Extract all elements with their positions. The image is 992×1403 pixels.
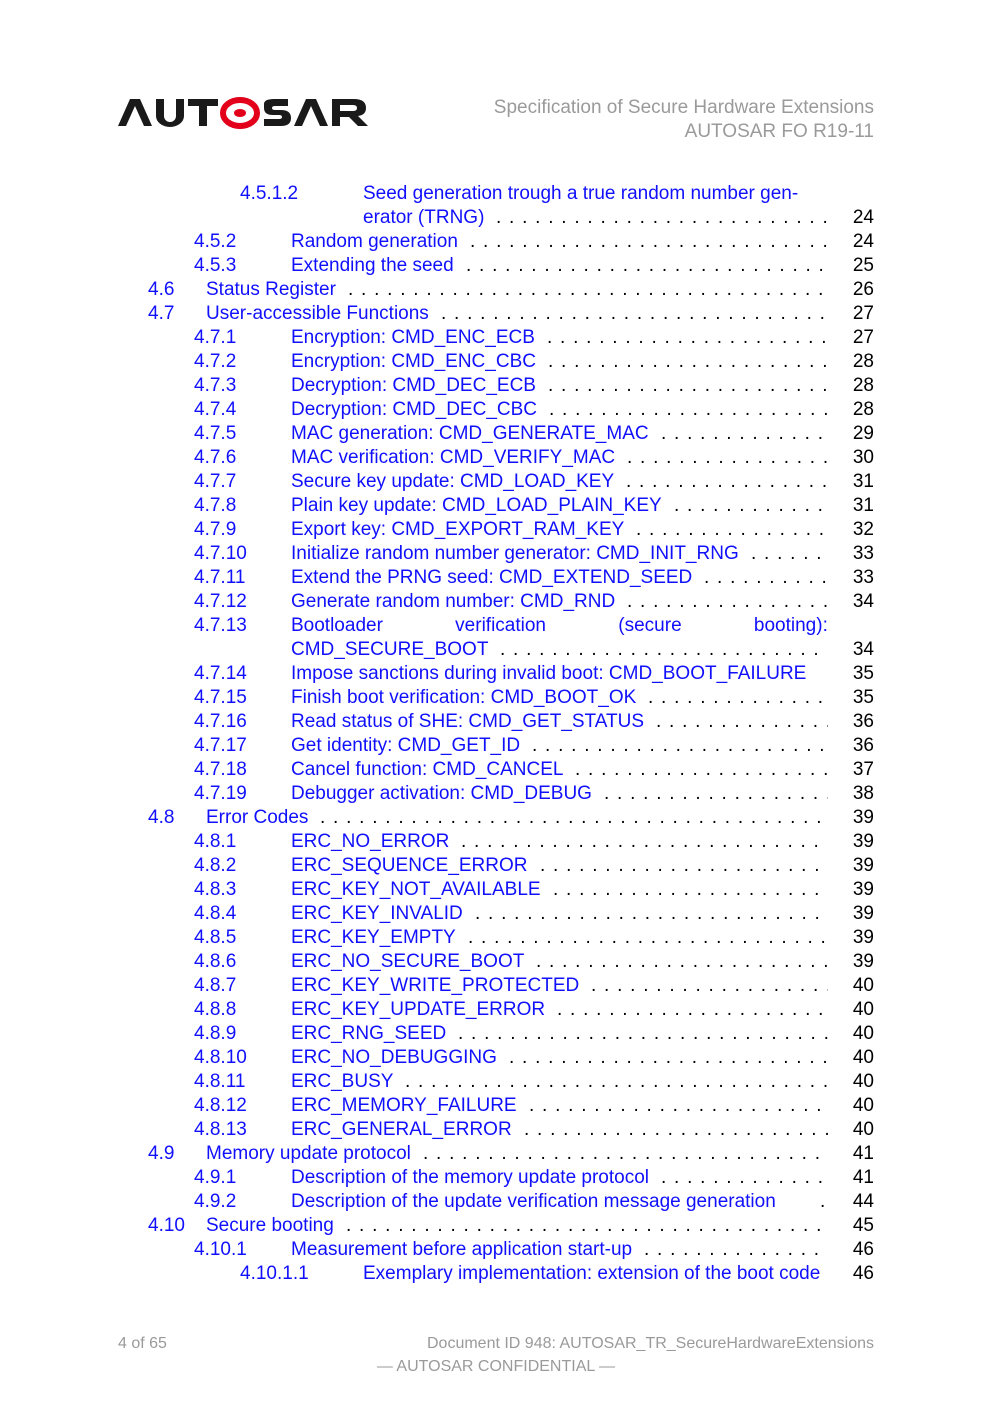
- toc-leader-dots: [320, 806, 828, 830]
- toc-entry-title[interactable]: Encryption: CMD_ENC_CBC: [291, 351, 536, 372]
- toc-entry-title[interactable]: Debugger activation: CMD_DEBUG: [291, 783, 592, 804]
- toc-entry-page[interactable]: 39: [852, 903, 874, 924]
- toc-entry-number[interactable]: 4.7.11: [194, 567, 246, 588]
- toc-entry[interactable]: [0, 350, 992, 374]
- toc-leader-dots: [470, 230, 828, 254]
- toc-entry-number[interactable]: 4.10: [148, 1215, 185, 1236]
- toc-entry[interactable]: [0, 1094, 992, 1118]
- toc-entry-page[interactable]: 29: [852, 423, 874, 444]
- toc-entry-number[interactable]: 4.7.9: [194, 519, 237, 540]
- toc-entry-page[interactable]: 24: [852, 231, 874, 252]
- toc-entry-page[interactable]: 41: [852, 1167, 874, 1188]
- toc-entry-title[interactable]: ERC_NO_DEBUGGING: [291, 1047, 497, 1068]
- toc-leader-dots: [661, 422, 828, 446]
- toc-leader-dots: [346, 1214, 828, 1238]
- toc-entry-number[interactable]: 4.8: [148, 807, 175, 828]
- toc-entry-number[interactable]: 4.7.19: [194, 783, 247, 804]
- toc-entry-number[interactable]: 4.7.12: [194, 591, 247, 612]
- toc-entry-title[interactable]: Decryption: CMD_DEC_CBC: [291, 399, 538, 420]
- toc-entry-title[interactable]: ERC_KEY_WRITE_PROTECTED: [291, 975, 580, 996]
- toc-entry-title[interactable]: MAC generation: CMD_GENERATE_MAC: [291, 423, 649, 444]
- toc-leader-dots: [548, 350, 828, 374]
- toc-entry-title[interactable]: Impose sanctions during invalid boot: CMD_BOOT_FAILURE: [291, 663, 807, 684]
- toc-entry[interactable]: [0, 998, 992, 1022]
- toc-entry[interactable]: [0, 230, 992, 254]
- toc-entry-page[interactable]: 31: [852, 495, 874, 516]
- toc-entry-page[interactable]: 38: [852, 783, 874, 804]
- toc-entry-number[interactable]: 4.7.2: [194, 351, 237, 372]
- toc-leader-dots: [348, 278, 828, 302]
- toc-entry[interactable]: [0, 302, 992, 326]
- toc-entry-number[interactable]: 4.7.14: [194, 663, 247, 684]
- toc-entry-page[interactable]: 40: [852, 1047, 874, 1068]
- toc-entry-number[interactable]: 4.7.4: [194, 399, 237, 420]
- toc-leader-dots: [704, 566, 828, 590]
- toc-entry-title[interactable]: Description of the memory update protocol: [291, 1167, 650, 1188]
- toc-entry-title[interactable]: ERC_KEY_INVALID: [291, 903, 463, 924]
- toc-entry-page[interactable]: 27: [852, 327, 874, 348]
- toc-entry-number[interactable]: 4.7.16: [194, 711, 247, 732]
- toc-entry[interactable]: [0, 542, 992, 566]
- toc-entry[interactable]: [0, 1022, 992, 1046]
- toc-leader-dots: [820, 1190, 828, 1214]
- toc-entry-page[interactable]: 39: [852, 855, 874, 876]
- toc-entry-title[interactable]: Export key: CMD_EXPORT_RAM_KEY: [291, 519, 625, 540]
- toc-leader-dots: [461, 830, 828, 854]
- toc-leader-dots: [475, 902, 828, 926]
- toc-entry-number[interactable]: 4.8.4: [194, 903, 237, 924]
- toc-entry-title[interactable]: Exemplary implementation: extension of the boot code: [363, 1263, 821, 1284]
- toc-entry[interactable]: [0, 1070, 992, 1094]
- toc-leader-dots: [553, 878, 828, 902]
- toc-leader-dots: [536, 950, 828, 974]
- toc-entry-number[interactable]: 4.8.11: [194, 1071, 246, 1092]
- toc-leader-dots: [627, 446, 828, 470]
- toc-entry[interactable]: [0, 374, 992, 398]
- toc-entry-page[interactable]: 45: [852, 1215, 874, 1236]
- toc-leader-dots: [509, 1046, 828, 1070]
- toc-entry[interactable]: [0, 854, 992, 878]
- toc-entry-page[interactable]: 27: [852, 303, 874, 324]
- toc-entry-title[interactable]: Extending the seed: [291, 255, 454, 276]
- toc-entry-title[interactable]: Read status of SHE: CMD_GET_STATUS: [291, 711, 645, 732]
- toc-entry-number[interactable]: 4.8.3: [194, 879, 237, 900]
- toc-leader-dots: [644, 1238, 828, 1262]
- toc-leader-dots: [636, 518, 828, 542]
- toc-entry[interactable]: [0, 926, 992, 950]
- toc-entry-page[interactable]: 31: [852, 471, 874, 492]
- toc-leader-dots: [549, 398, 828, 422]
- toc-leader-dots: [591, 974, 828, 998]
- toc-entry-number[interactable]: 4.10.1: [194, 1239, 247, 1260]
- toc-entry[interactable]: [0, 614, 992, 662]
- toc-leader-dots: [626, 470, 828, 494]
- toc-entry[interactable]: [0, 1190, 992, 1214]
- confidential-notice: — AUTOSAR CONFIDENTIAL —: [376, 1358, 616, 1375]
- toc-entry[interactable]: [0, 518, 992, 542]
- toc-entry[interactable]: [0, 590, 992, 614]
- toc-entry-page[interactable]: 28: [852, 399, 874, 420]
- toc-leader-dots: [423, 1142, 828, 1166]
- toc-entry-number[interactable]: 4.5.1.2: [240, 183, 299, 204]
- toc-entry[interactable]: [0, 254, 992, 278]
- toc-entry[interactable]: [0, 1166, 992, 1190]
- toc-entry-number[interactable]: 4.8.12: [194, 1095, 247, 1116]
- toc-entry-title[interactable]: ERC_MEMORY_FAILURE: [291, 1095, 517, 1116]
- toc-entry-page[interactable]: 35: [852, 663, 874, 684]
- toc-entry-number[interactable]: 4.10.1.1: [240, 1263, 309, 1284]
- toc-entry-title[interactable]: Bootloader verification (secure booting):: [291, 615, 828, 636]
- toc-entry-title[interactable]: Random generation: [291, 231, 458, 252]
- toc-entry-page[interactable]: 26: [852, 279, 874, 300]
- toc-entry[interactable]: [0, 710, 992, 734]
- toc-entry-title[interactable]: ERC_KEY_NOT_AVAILABLE: [291, 879, 541, 900]
- toc-leader-dots: [466, 254, 828, 278]
- toc-entry-page[interactable]: 40: [852, 975, 874, 996]
- toc-entry-title[interactable]: Seed generation trough a true random number gen-: [363, 183, 799, 204]
- toc-entry-number[interactable]: 4.8.8: [194, 999, 237, 1020]
- toc-entry-title[interactable]: Generate random number: CMD_RND: [291, 591, 616, 612]
- toc-leader-dots: [529, 1094, 828, 1118]
- toc-entry-title[interactable]: Decryption: CMD_DEC_ECB: [291, 375, 536, 396]
- toc-entry-page[interactable]: 44: [852, 1191, 874, 1212]
- toc-entry-number[interactable]: 4.7.7: [194, 471, 237, 492]
- toc-entry-number[interactable]: 4.8.9: [194, 1023, 237, 1044]
- table-of-contents: [0, 182, 992, 1286]
- toc-leader-dots: [532, 734, 828, 758]
- toc-entry-page[interactable]: 39: [852, 807, 874, 828]
- toc-entry[interactable]: [0, 758, 992, 782]
- toc-leader-dots: [547, 326, 828, 350]
- toc-entry[interactable]: [0, 902, 992, 926]
- toc-leader-dots: [604, 782, 828, 806]
- toc-entry-page[interactable]: 24: [852, 207, 874, 228]
- toc-entry-number[interactable]: 4.7.8: [194, 495, 237, 516]
- toc-entry[interactable]: [0, 878, 992, 902]
- toc-entry-page[interactable]: 39: [852, 951, 874, 972]
- toc-leader-dots: [458, 1022, 828, 1046]
- toc-leader-dots: [656, 710, 828, 734]
- toc-entry[interactable]: [0, 422, 992, 446]
- toc-entry-title[interactable]: Get identity: CMD_GET_ID: [291, 735, 521, 756]
- toc-entry[interactable]: [0, 734, 992, 758]
- toc-entry-title[interactable]: Cancel function: CMD_CANCEL: [291, 759, 564, 780]
- toc-entry-title[interactable]: Measurement before application start-up: [291, 1239, 633, 1260]
- toc-entry-number[interactable]: 4.7.13: [194, 615, 247, 636]
- autosar-logo-icon: [118, 96, 404, 130]
- toc-entry[interactable]: [0, 398, 992, 422]
- toc-entry-page[interactable]: 33: [852, 567, 874, 588]
- toc-entry-number[interactable]: 4.7.3: [194, 375, 237, 396]
- toc-entry-page[interactable]: 35: [852, 687, 874, 708]
- toc-entry-title[interactable]: Extend the PRNG seed: CMD_EXTEND_SEED: [291, 567, 693, 588]
- toc-leader-dots: [548, 374, 828, 398]
- toc-entry-title[interactable]: Encryption: CMD_ENC_ECB: [291, 327, 535, 348]
- toc-leader-dots: [468, 926, 828, 950]
- toc-entry[interactable]: [0, 782, 992, 806]
- release-label: AUTOSAR FO R19-11: [684, 121, 874, 142]
- toc-entry-title[interactable]: User-accessible Functions: [206, 303, 429, 324]
- toc-entry-number[interactable]: 4.9.1: [194, 1167, 237, 1188]
- toc-entry-page[interactable]: 30: [852, 447, 874, 468]
- toc-entry-page[interactable]: 36: [852, 735, 874, 756]
- document-id: Document ID 948: AUTOSAR_TR_SecureHardwareExtensions: [426, 1335, 874, 1352]
- toc-entry-page[interactable]: 41: [852, 1143, 874, 1164]
- toc-leader-dots: [751, 542, 828, 566]
- toc-entry[interactable]: [0, 974, 992, 998]
- toc-entry[interactable]: [0, 326, 992, 350]
- toc-entry-number[interactable]: 4.8.5: [194, 927, 237, 948]
- toc-entry-title[interactable]: MAC verification: CMD_VERIFY_MAC: [291, 447, 616, 468]
- toc-leader-dots: [627, 590, 828, 614]
- document-title: Specification of Secure Hardware Extensions: [493, 97, 874, 118]
- toc-entry-number[interactable]: 4.8.6: [194, 951, 237, 972]
- toc-entry-page[interactable]: 28: [852, 375, 874, 396]
- toc-entry[interactable]: [0, 1262, 992, 1286]
- toc-entry-title[interactable]: Plain key update: CMD_LOAD_PLAIN_KEY: [291, 495, 662, 516]
- toc-entry-page[interactable]: 39: [852, 831, 874, 852]
- toc-entry-page[interactable]: 36: [852, 711, 874, 732]
- toc-entry-number[interactable]: 4.8.1: [194, 831, 237, 852]
- toc-leader-dots: [557, 998, 828, 1022]
- toc-entry[interactable]: [0, 278, 992, 302]
- toc-entry-title[interactable]: ERC_KEY_EMPTY: [291, 927, 456, 948]
- toc-entry-title-continued[interactable]: erator (TRNG): [363, 207, 485, 228]
- toc-leader-dots: [648, 686, 828, 710]
- toc-leader-dots: [661, 1166, 828, 1190]
- toc-entry-page[interactable]: 39: [852, 879, 874, 900]
- toc-entry-page[interactable]: 40: [852, 1119, 874, 1140]
- toc-entry[interactable]: [0, 950, 992, 974]
- toc-entry-number[interactable]: 4.7.10: [194, 543, 247, 564]
- toc-entry-title[interactable]: Memory update protocol: [206, 1143, 411, 1164]
- toc-entry-page[interactable]: 40: [852, 1095, 874, 1116]
- toc-leader-dots: [441, 302, 828, 326]
- toc-entry-page[interactable]: 46: [852, 1239, 874, 1260]
- toc-leader-dots: [524, 1118, 828, 1142]
- toc-entry[interactable]: [0, 1046, 992, 1070]
- toc-entry-page[interactable]: 28: [852, 351, 874, 372]
- toc-entry[interactable]: [0, 182, 992, 230]
- toc-entry-title[interactable]: ERC_BUSY: [291, 1071, 394, 1092]
- page-number: 4 of 65: [118, 1335, 167, 1352]
- toc-entry-number[interactable]: 4.8.13: [194, 1119, 247, 1140]
- toc-entry-page[interactable]: 40: [852, 999, 874, 1020]
- toc-entry-title[interactable]: Finish boot verification: CMD_BOOT_OK: [291, 687, 637, 708]
- toc-leader-dots: [674, 494, 828, 518]
- toc-entry-number[interactable]: 4.8.10: [194, 1047, 247, 1068]
- toc-leader-dots: [500, 638, 828, 662]
- toc-entry-title[interactable]: ERC_RNG_SEED: [291, 1023, 447, 1044]
- toc-leader-dots: [540, 854, 828, 878]
- toc-entry[interactable]: [0, 1238, 992, 1262]
- toc-entry-page[interactable]: 46: [852, 1263, 874, 1284]
- toc-leader-dots: [496, 206, 828, 230]
- toc-entry-page[interactable]: 25: [852, 255, 874, 276]
- toc-entry-page[interactable]: 33: [852, 543, 874, 564]
- toc-entry[interactable]: [0, 494, 992, 518]
- toc-entry[interactable]: [0, 1214, 992, 1238]
- toc-entry-page[interactable]: 32: [852, 519, 874, 540]
- toc-entry-number[interactable]: 4.7.6: [194, 447, 237, 468]
- toc-entry-number[interactable]: 4.7.1: [194, 327, 237, 348]
- toc-entry[interactable]: [0, 470, 992, 494]
- document-header: [494, 96, 874, 144]
- toc-entry-title[interactable]: Secure booting: [206, 1215, 334, 1236]
- toc-entry-number[interactable]: 4.7.15: [194, 687, 247, 708]
- toc-entry-number[interactable]: 4.7.5: [194, 423, 237, 444]
- toc-entry[interactable]: [0, 566, 992, 590]
- toc-entry[interactable]: [0, 806, 992, 830]
- toc-entry-number[interactable]: 4.8.2: [194, 855, 237, 876]
- toc-entry[interactable]: [0, 1142, 992, 1166]
- toc-entry-number[interactable]: 4.7.18: [194, 759, 247, 780]
- toc-entry-number[interactable]: 4.9: [148, 1143, 175, 1164]
- toc-leader-dots: [575, 758, 828, 782]
- toc-entry-title[interactable]: ERC_NO_ERROR: [291, 831, 450, 852]
- toc-entry-number[interactable]: 4.5.3: [194, 255, 237, 276]
- autosar-logo: [118, 96, 404, 130]
- toc-entry-page[interactable]: 39: [852, 927, 874, 948]
- toc-entry[interactable]: [0, 662, 992, 686]
- toc-entry-title[interactable]: Secure key update: CMD_LOAD_KEY: [291, 471, 615, 492]
- toc-entry-page[interactable]: 37: [852, 759, 874, 780]
- toc-entry-number[interactable]: 4.7.17: [194, 735, 247, 756]
- toc-entry-title[interactable]: ERC_GENERAL_ERROR: [291, 1119, 512, 1140]
- toc-entry-page[interactable]: 40: [852, 1071, 874, 1092]
- toc-entry-number[interactable]: 4.5.2: [194, 231, 237, 252]
- toc-entry-title[interactable]: Description of the update verification message generation: [291, 1191, 776, 1212]
- toc-entry-number[interactable]: 4.8.7: [194, 975, 237, 996]
- toc-entry-title[interactable]: Status Register: [206, 279, 336, 300]
- toc-entry-title-continued[interactable]: CMD_SECURE_BOOT: [291, 639, 489, 660]
- toc-entry-number[interactable]: 4.7: [148, 303, 175, 324]
- toc-entry-title[interactable]: Initialize random number generator: CMD_INIT_RNG: [291, 543, 739, 564]
- toc-entry[interactable]: [0, 830, 992, 854]
- toc-entry-title[interactable]: ERC_SEQUENCE_ERROR: [291, 855, 528, 876]
- toc-entry-page[interactable]: 34: [852, 639, 874, 660]
- toc-entry-number[interactable]: 4.6: [148, 279, 175, 300]
- toc-entry-title[interactable]: ERC_NO_SECURE_BOOT: [291, 951, 525, 972]
- toc-entry-title[interactable]: ERC_KEY_UPDATE_ERROR: [291, 999, 546, 1020]
- toc-entry[interactable]: [0, 1118, 992, 1142]
- toc-entry-page[interactable]: 34: [852, 591, 874, 612]
- toc-entry-number[interactable]: 4.9.2: [194, 1191, 237, 1212]
- toc-entry-title[interactable]: Error Codes: [206, 807, 309, 828]
- toc-entry[interactable]: [0, 686, 992, 710]
- toc-leader-dots: [405, 1070, 828, 1094]
- toc-entry-page[interactable]: 40: [852, 1023, 874, 1044]
- toc-entry[interactable]: [0, 446, 992, 470]
